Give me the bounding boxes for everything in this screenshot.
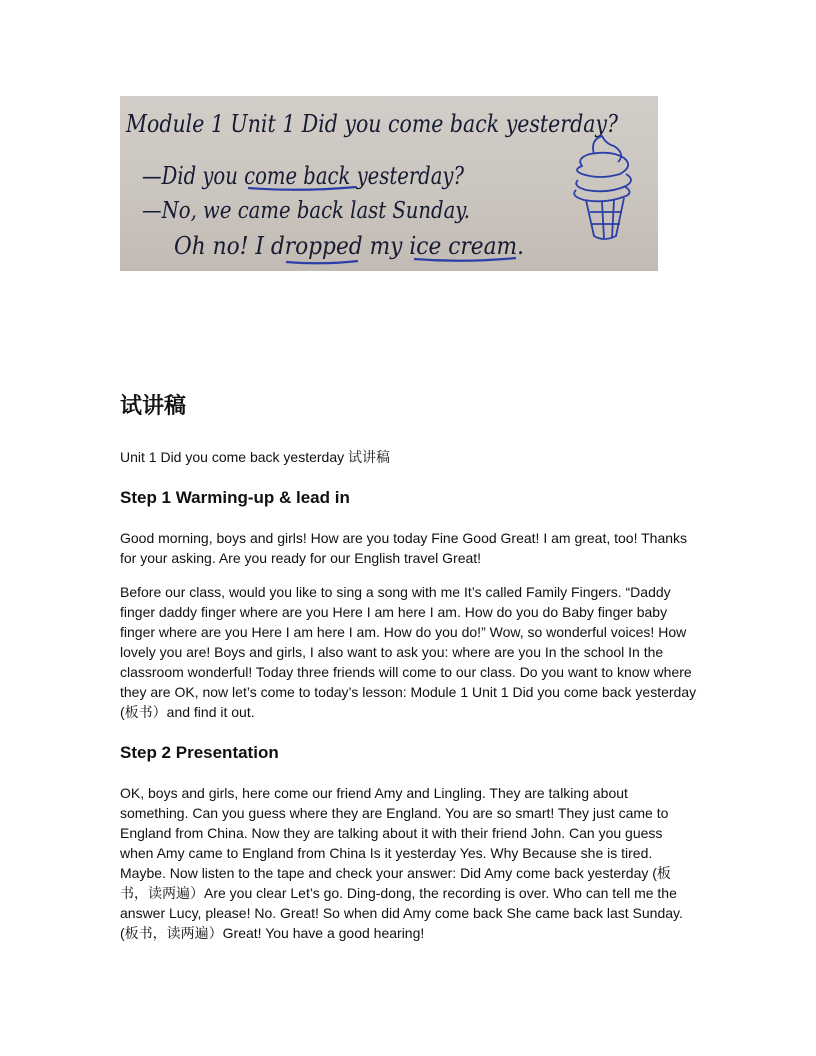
handwriting-line-2: —Did you come back yesterday? [142, 162, 465, 190]
document-subtitle: Unit 1 Did you come back yesterday 试讲稿 [120, 449, 390, 465]
handwriting-line-4: Oh no! I dropped my ice cream. [174, 232, 524, 260]
handwriting-photo [120, 96, 658, 271]
ice-cream-cone-icon [574, 136, 631, 239]
handwriting-line-3: —No, we came back last Sunday. [142, 198, 470, 224]
handwriting-line-1: Module 1 Unit 1 Did you come back yesterday? [125, 110, 619, 138]
paragraph-step-1-2: Before our class, would you like to sing a song with me It’s called Family Fingers. “Daddy finger daddy finger where are you Here I am here I am. How do you do Baby finger baby finger where are you Here I am here I am. How do you do!” Wow, so wonderful voices! How lovely you are! Boys and girls, I also want to ask you: where are you In the school In the classroom wonderful! Today three friends will come to our class. Do you want to know where they are OK, now let’s come to today’s lesson: Module 1 Unit 1 Did you come back yesterday (板书）and find it out. [120, 584, 697, 720]
handwriting-drawing [120, 96, 658, 271]
paragraph-step-2-1: OK, boys and girls, here come our friend Amy and Lingling. They are talking about something. Can you guess where they are England. You are so smart! They just came to England from China. Now they are talking about it with their friend John. Can you guess when Amy came to England from China Is it yesterday Yes. Why Because she is tired. Maybe. Now listen to the tape and check your answer: Did Amy come back yesterday (板书，读两遍）Are you clear Let’s go. Ding-dong, the recording is over. Who can tell me the answer Lucy, please! No. Great! So when did Amy come back She came back last Sunday. (板书，读两遍）Great! You have a good hearing! [120, 785, 683, 941]
section-heading-step-2: Step 2 Presentation [120, 743, 279, 762]
paragraph-step-1-1: Good morning, boys and girls! How are you today Fine Good Great! I am great, too! Thanks for your asking. Are you ready for our English travel Great! [120, 530, 688, 566]
section-heading-step-1: Step 1 Warming-up & lead in [120, 488, 350, 507]
page-title: 试讲稿 [120, 393, 187, 418]
underline-dropped [286, 261, 358, 263]
